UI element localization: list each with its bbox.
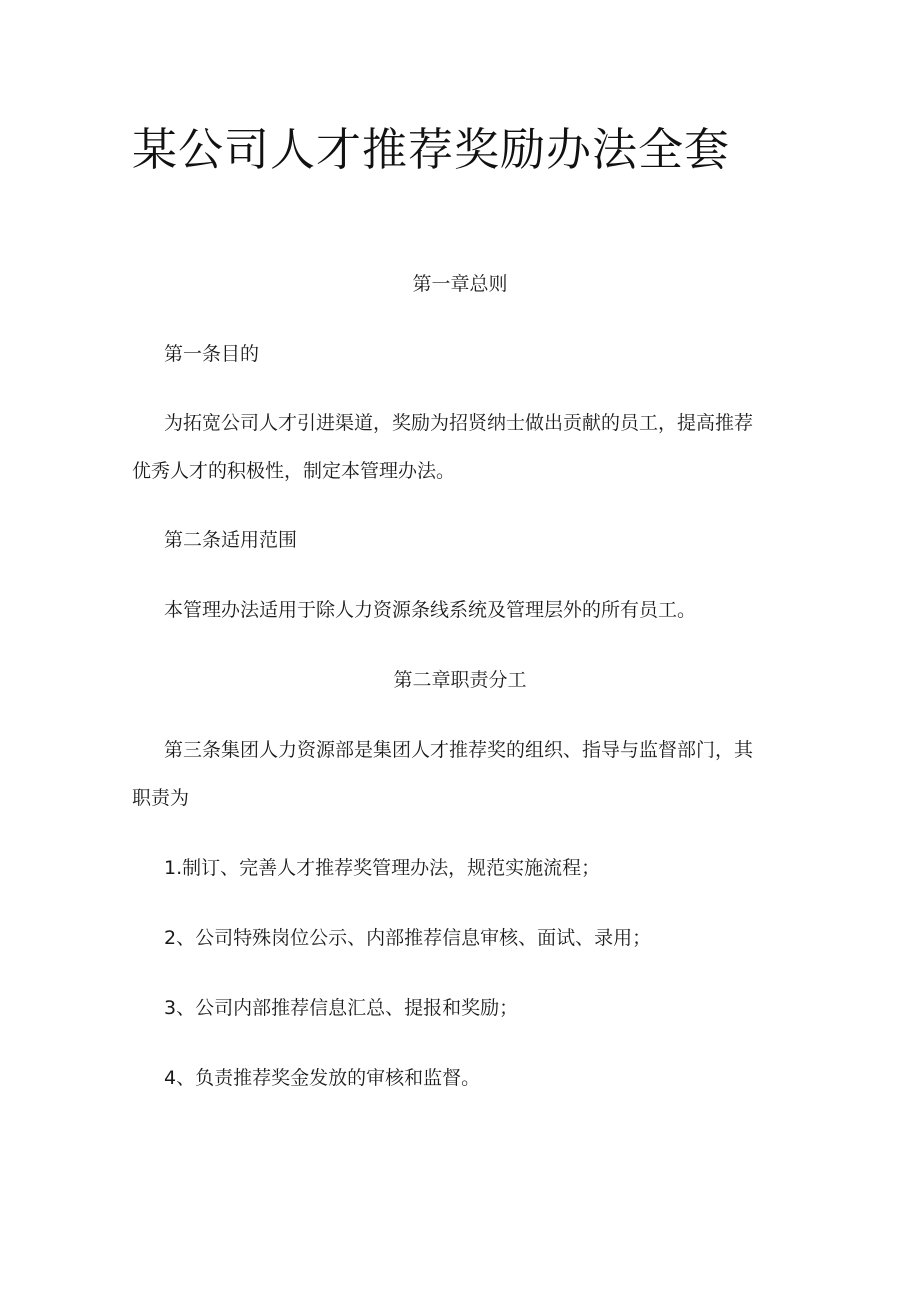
article-1-body-line-1: 为拓宽公司人才引进渠道，奖励为招贤纳士做出贡献的员工，提高推荐 (164, 412, 754, 434)
article-3-body-line-2: 职责为 (132, 787, 190, 809)
article-1-body-line-2: 优秀人才的积极性，制定本管理办法。 (132, 460, 456, 482)
document-title: 某公司人才推荐奖励办法全套 (132, 123, 731, 176)
duty-item-3: 3、公司内部推荐信息汇总、提报和奖励； (164, 997, 519, 1019)
article-2-heading: 第二条适用范围 (164, 529, 298, 551)
duty-item-4: 4、负责推荐奖金发放的审核和监督。 (164, 1067, 481, 1089)
article-1-heading: 第一条目的 (164, 343, 260, 365)
duty-item-1: 1.制订、完善人才推荐奖管理办法，规范实施流程； (164, 857, 601, 879)
chapter-1-heading: 第一章总则 (412, 273, 508, 295)
article-3-body-line-1: 第三条集团人力资源部是集团人才推荐奖的组织、指导与监督部门，其 (164, 739, 754, 761)
duty-item-2: 2、公司特殊岗位公示、内部推荐信息审核、面试、录用； (164, 927, 652, 949)
article-2-body: 本管理办法适用于除人力资源条线系统及管理层外的所有员工。 (164, 599, 697, 621)
chapter-2-heading: 第二章职责分工 (393, 669, 527, 691)
